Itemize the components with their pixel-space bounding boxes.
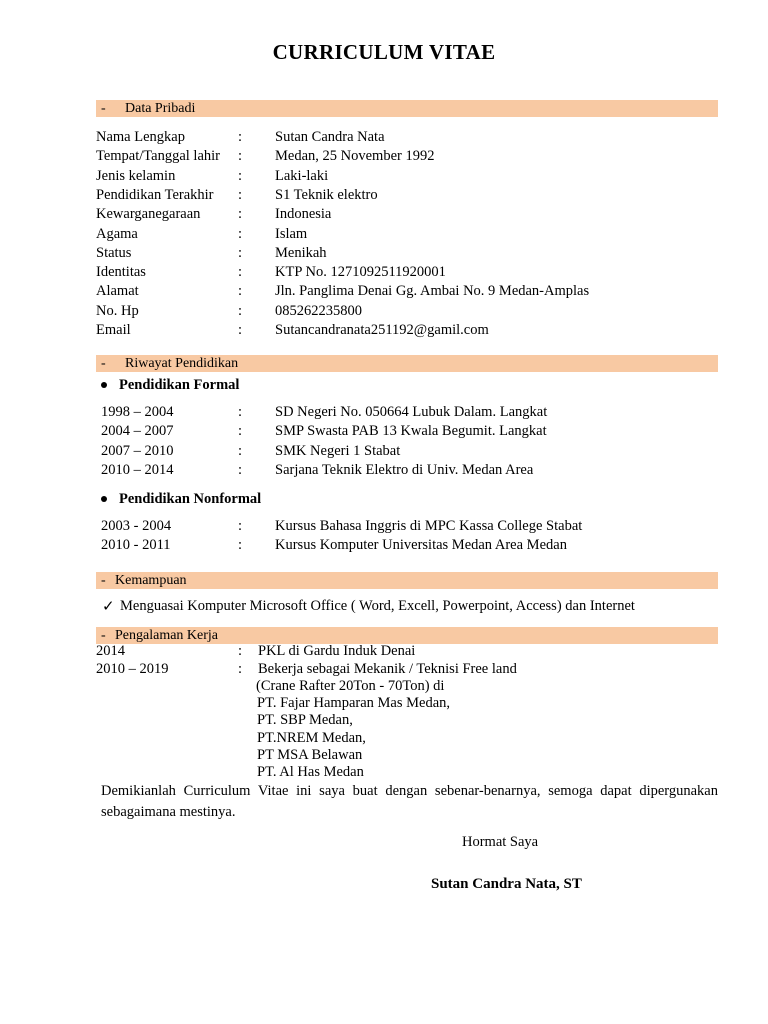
work-period: 2010 – 2019 <box>96 661 169 677</box>
colon-separator: : <box>238 167 243 184</box>
bullet-icon <box>101 496 107 502</box>
colon-separator: : <box>238 643 243 659</box>
course-name: Kursus Komputer Universitas Medan Area Medan <box>275 537 567 554</box>
field-label: Alamat <box>96 283 139 300</box>
formal-education-heading-text: Pendidikan Formal <box>119 377 240 393</box>
regards-text: Hormat Saya <box>462 834 539 850</box>
field-label: Status <box>96 244 132 261</box>
field-value: Jln. Panglima Denai Gg. Ambai No. 9 Medan-Amplas <box>275 283 590 300</box>
signature-name: Sutan Candra Nata, ST <box>431 876 582 892</box>
work-detail-line: (Crane Rafter 20Ton - 70Ton) di <box>256 678 445 694</box>
colon-separator: : <box>238 461 243 478</box>
course-period: 2003 - 2004 <box>101 518 172 534</box>
education-institution: Sarjana Teknik Elektro di Univ. Medan Area <box>275 461 534 478</box>
field-label: Tempat/Tanggal lahir <box>96 148 220 165</box>
field-label: Pendidikan Terakhir <box>96 186 214 203</box>
work-detail-line: PT MSA Belawan <box>257 746 363 763</box>
colon-separator: : <box>238 661 243 677</box>
field-value: Sutancandranata251192@gamil.com <box>275 322 489 338</box>
field-label: Kewarganegaraan <box>96 206 201 223</box>
field-label: Agama <box>96 225 138 242</box>
field-value: Islam <box>275 225 308 242</box>
document-title: CURRICULUM VITAE <box>272 40 496 64</box>
closing-paragraph: Demikianlah Curriculum Vitae ini saya buat dengan sebenar-benarnya, semoga dapat dipergunakan sebagaimana mestinya. <box>101 783 718 820</box>
field-value: Sutan Candra Nata <box>275 129 385 145</box>
section-bar-skills <box>96 572 718 589</box>
field-label: Email <box>96 322 131 338</box>
section-dash: - <box>101 628 106 643</box>
colon-separator: : <box>238 302 243 319</box>
colon-separator: : <box>238 423 243 440</box>
colon-separator: : <box>238 264 243 281</box>
work-description: Bekerja sebagai Mekanik / Teknisi Free land <box>258 661 517 677</box>
education-institution: SMP Swasta PAB 13 Kwala Begumit. Langkat <box>275 423 547 440</box>
colon-separator: : <box>238 518 243 534</box>
section-dash: - <box>101 356 106 371</box>
bullet-icon <box>101 382 107 388</box>
course-name: Kursus Bahasa Inggris di MPC Kassa College Stabat <box>275 518 583 534</box>
colon-separator: : <box>238 537 243 554</box>
section-bar-personal <box>96 100 718 117</box>
field-value: KTP No. 1271092511920001 <box>275 264 446 281</box>
colon-separator: : <box>238 283 243 300</box>
field-label: Jenis kelamin <box>96 167 176 184</box>
section-dash: - <box>101 573 106 588</box>
work-description: PKL di Gardu Induk Denai <box>258 643 416 659</box>
field-value: 085262235800 <box>275 302 362 319</box>
education-period: 2010 – 2014 <box>101 461 174 478</box>
course-period: 2010 - 2011 <box>101 537 171 554</box>
section-dash: - <box>101 101 106 116</box>
field-label: Identitas <box>96 264 146 281</box>
field-value: Menikah <box>275 244 327 261</box>
nonformal-education-heading <box>101 491 261 508</box>
section-title-skills: Kemampuan <box>115 573 187 588</box>
education-period: 2004 – 2007 <box>101 423 174 440</box>
colon-separator: : <box>238 129 243 145</box>
field-label: No. Hp <box>96 302 139 319</box>
formal-education-heading <box>101 377 239 394</box>
colon-separator: : <box>238 186 243 203</box>
field-label: Nama Lengkap <box>96 129 185 145</box>
work-period: 2014 <box>96 643 125 659</box>
field-value: Laki-laki <box>275 167 329 184</box>
section-title-education: Riwayat Pendidikan <box>125 356 239 371</box>
field-value: Indonesia <box>275 206 332 223</box>
checkmark-icon: ✓ <box>102 599 115 615</box>
skill-item: Menguasai Komputer Microsoft Office ( Word, Excell, Powerpoint, Access) dan Internet <box>120 598 635 614</box>
section-title-work: Pengalaman Kerja <box>115 628 219 643</box>
colon-separator: : <box>238 244 243 261</box>
colon-separator: : <box>238 148 243 165</box>
field-value: Medan, 25 November 1992 <box>275 148 435 165</box>
colon-separator: : <box>238 322 243 338</box>
section-title-personal: Data Pribadi <box>125 101 196 116</box>
section-bar-education <box>96 355 718 372</box>
nonformal-education-heading-text: Pendidikan Nonformal <box>119 491 262 507</box>
colon-separator: : <box>238 404 243 420</box>
colon-separator: : <box>238 442 243 459</box>
education-institution: SD Negeri No. 050664 Lubuk Dalam. Langkat <box>275 404 548 420</box>
work-detail-line: PT. SBP Medan, <box>257 712 353 729</box>
colon-separator: : <box>238 206 243 223</box>
education-period: 1998 – 2004 <box>101 404 174 420</box>
education-institution: SMK Negeri 1 Stabat <box>275 442 401 459</box>
work-detail-line: PT.NREM Medan, <box>257 729 366 746</box>
field-value: S1 Teknik elektro <box>275 186 378 203</box>
work-detail-line: PT. Al Has Medan <box>257 764 364 780</box>
colon-separator: : <box>238 225 243 242</box>
work-detail-line: PT. Fajar Hamparan Mas Medan, <box>257 695 451 712</box>
education-period: 2007 – 2010 <box>101 442 174 459</box>
